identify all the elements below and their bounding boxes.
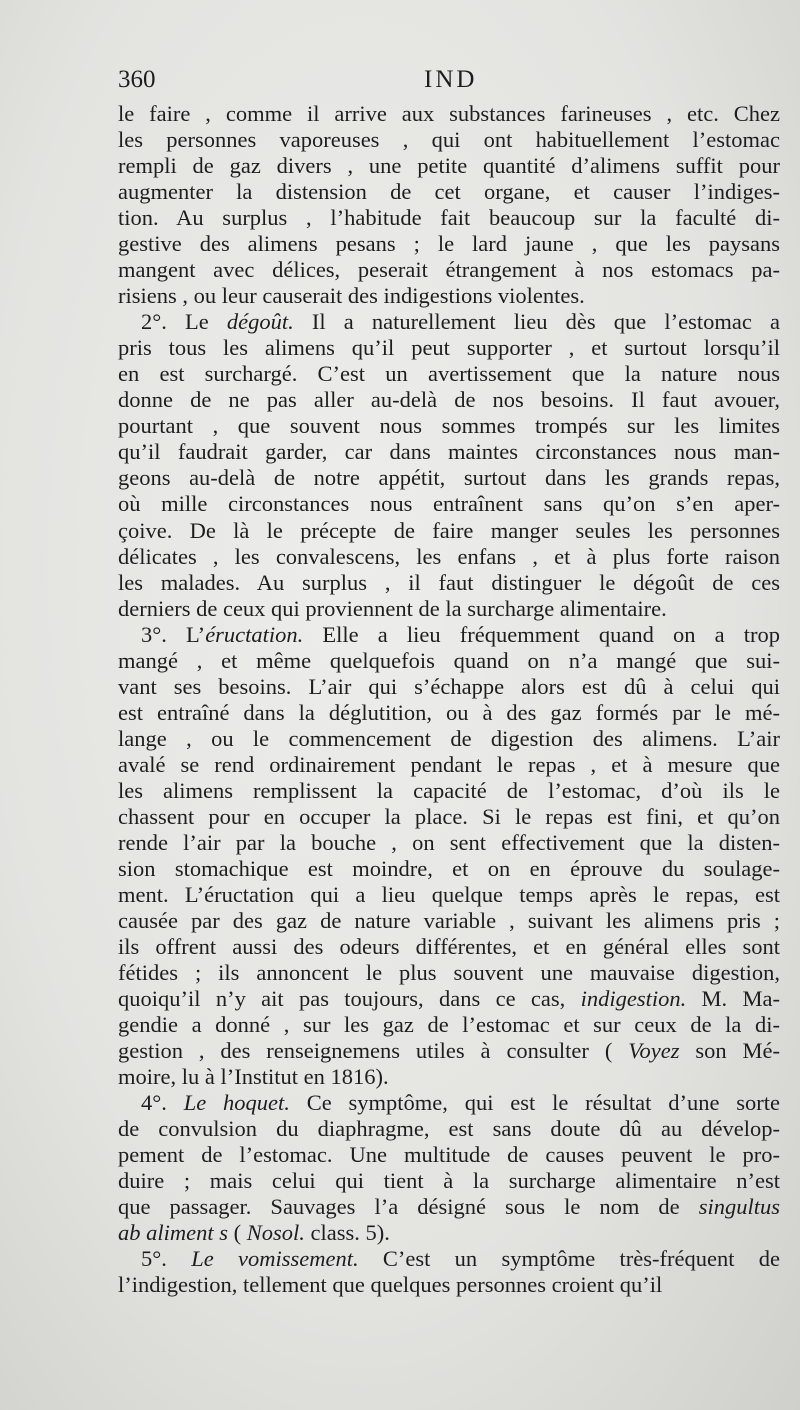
paragraph [118, 1090, 780, 1246]
text-run: ils offrent aussi des odeurs différentes, et en général elles sont [118, 934, 780, 959]
text-run: 2°. Le [141, 309, 227, 335]
text-run: donne de ne pas aller au-delà de nos besoins. Il faut avouer, [118, 387, 780, 413]
text-line [118, 413, 780, 439]
text-run: derniers de ceux qui proviennent de la surcharge alimentaire. [118, 595, 667, 621]
text-run: geons au-delà de notre appétit, surtout dans les grands repas, [118, 465, 780, 491]
text-run: ( [228, 1220, 247, 1246]
text-line [118, 491, 780, 517]
text-line [118, 179, 780, 205]
text-line [118, 1012, 780, 1038]
text-line [118, 1246, 780, 1272]
text-line [118, 283, 780, 309]
italic-term: Voyez [628, 1038, 680, 1064]
text-run: en est surchargé. C’est un avertissement que la nature nous [118, 361, 780, 387]
paragraph [118, 101, 780, 309]
text-run: chassent pour en occuper la place. Si le repas est fini, et qu’on [118, 803, 780, 829]
text-line [118, 596, 780, 622]
text-run: où mille circonstances nous entraînent sans qu’on s’en aper- [118, 491, 780, 517]
text-run: Il a naturellement lieu dès que l’estomac a [293, 309, 780, 335]
italic-term: éructation. [205, 621, 304, 647]
text-run: les personnes vaporeuses , qui ont habituellement l’estomac [118, 127, 780, 153]
text-run: est entraîné dans la déglutition, ou à des gaz formés par le mé- [118, 699, 780, 725]
text-run: moire, lu à l’Institut en 1816). [118, 1064, 389, 1090]
text-run: sion stomachique est moindre, et on en éprouve du soulage- [118, 855, 780, 881]
text-line [118, 986, 780, 1012]
text-line [118, 1272, 780, 1298]
text-run: fétides ; ils annoncent le plus souvent une mauvaise digestion, [118, 960, 780, 986]
text-run: ment. L’éructation qui a lieu quelque temps après le repas, est [118, 881, 780, 907]
text-run: l’indigestion, tellement que quelques personnes croient qu’il [118, 1272, 663, 1298]
page-header [118, 66, 778, 102]
text-line [118, 570, 780, 596]
text-run: le faire , comme il arrive aux substances farineuses , etc. Chez [118, 101, 780, 126]
text-run: quoiqu’il n’y ait pas toujours, dans ce cas, [118, 986, 581, 1012]
text-run: les alimens remplissent la capacité de l’estomac, d’où ils le [118, 777, 780, 803]
text-line [118, 934, 780, 960]
text-line [118, 1038, 780, 1064]
text-line [118, 257, 780, 283]
text-line [118, 804, 780, 830]
text-line [118, 309, 780, 335]
italic-term: Nosol. [246, 1220, 305, 1246]
text-run: mangé , et même quelquefois quand on n’a mangé que sui- [118, 647, 780, 673]
text-line [118, 153, 780, 179]
text-line [118, 908, 780, 934]
text-run: 4°. [141, 1090, 184, 1116]
paragraph [118, 622, 780, 1091]
text-run: les malades. Au surplus , il faut distinguer le dégoût de ces [118, 569, 780, 595]
paragraph [118, 1246, 780, 1298]
text-line [118, 882, 780, 908]
text-line [118, 1142, 780, 1168]
text-line [118, 1116, 780, 1142]
text-run: çoive. De là le précepte de faire manger seules les personnes [118, 517, 780, 543]
body-text [118, 101, 780, 1298]
text-run: avalé se rend ordinairement pendant le repas , et à mesure que [118, 751, 780, 777]
italic-term: dégoût. [226, 309, 294, 335]
italic-term: indigestion. [580, 986, 687, 1012]
italic-term: ab aliment s [118, 1220, 228, 1246]
text-line [118, 622, 780, 648]
italic-term: Le hoquet. [183, 1090, 290, 1116]
text-run: C’est un symptôme très-fréquent de [358, 1246, 780, 1272]
paragraph [118, 309, 780, 621]
text-line [118, 752, 780, 778]
italic-term: singultus [698, 1194, 780, 1220]
text-run: 5°. [141, 1246, 192, 1272]
text-run: pourtant , que souvent nous sommes trompés sur les limites [118, 413, 780, 439]
text-run: lange , ou le commencement de digestion des alimens. L’air [118, 725, 780, 751]
text-run: duire ; mais celui qui tient à la surcharge alimentaire n’est [118, 1168, 780, 1194]
text-run: pement de l’estomac. Une multitude de causes peuvent le pro- [118, 1142, 780, 1168]
text-run: tion. Au surplus , l’habitude fait beaucoup sur la faculté di- [118, 205, 780, 231]
text-line [118, 960, 780, 986]
text-line [118, 335, 780, 361]
text-line [118, 648, 780, 674]
text-line [118, 700, 780, 726]
text-line [118, 1220, 780, 1246]
text-run: causée par des gaz de nature variable , suivant les alimens pris ; [118, 907, 780, 933]
text-run: Ce symptôme, qui est le résultat d’une sorte [289, 1090, 780, 1116]
running-head: IND [424, 66, 478, 93]
text-run: 3°. L’ [141, 621, 206, 647]
text-run: gestive des alimens pesans ; le lard jaune , que les paysans [118, 231, 780, 257]
text-run: gendie a donné , sur les gaz de l’estomac et sur ceux de la di- [118, 1012, 780, 1038]
text-line [118, 205, 780, 231]
text-line [118, 231, 780, 257]
text-run: que passager. Sauvages l’a désigné sous le nom de [118, 1194, 699, 1220]
text-run: son Mé- [679, 1038, 780, 1064]
text-run: M. Ma- [686, 986, 780, 1012]
text-run: qu’il faudrait garder, car dans maintes circonstances nous man- [118, 439, 780, 465]
text-line [118, 1168, 780, 1194]
text-run: rende l’air par la bouche , on sent effectivement que la disten- [118, 829, 780, 855]
text-line [118, 387, 780, 413]
italic-term: Le vomissement. [191, 1246, 359, 1272]
text-run: vant ses besoins. L’air qui s’échappe alors est dû à celui qui [118, 673, 780, 699]
text-run: gestion , des renseignemens utiles à consulter ( [118, 1038, 629, 1064]
text-run: rempli de gaz divers , une petite quantité d’alimens suffit pour [118, 153, 780, 179]
text-line [118, 361, 780, 387]
text-line [118, 726, 780, 752]
text-line [118, 1064, 780, 1090]
text-run: délicates , les convalescens, les enfans , et à plus forte raison [118, 543, 780, 569]
text-line [118, 101, 780, 127]
text-run: mangent avec délices, peserait étrangement à nos estomacs pa- [118, 257, 780, 283]
text-line [118, 674, 780, 700]
text-line [118, 439, 780, 465]
text-run: de convulsion du diaphragme, est sans doute dû au dévelop- [118, 1116, 780, 1142]
text-line [118, 856, 780, 882]
text-run: augmenter la distension de cet organe, et causer l’indiges- [118, 179, 780, 205]
text-line [118, 127, 780, 153]
text-line [118, 830, 780, 856]
page-number: 360 [118, 66, 156, 93]
text-run: class. 5). [304, 1220, 390, 1246]
text-line [118, 544, 780, 570]
text-line [118, 518, 780, 544]
text-line [118, 778, 780, 804]
text-run: Elle a lieu fréquemment quand on a trop [303, 621, 780, 647]
text-line [118, 1090, 780, 1116]
text-run: pris tous les alimens qu’il peut supporter , et surtout lorsqu’il [118, 335, 780, 361]
text-line [118, 465, 780, 491]
text-run: risiens , ou leur causerait des indigestions violentes. [118, 283, 585, 309]
text-line [118, 1194, 780, 1220]
